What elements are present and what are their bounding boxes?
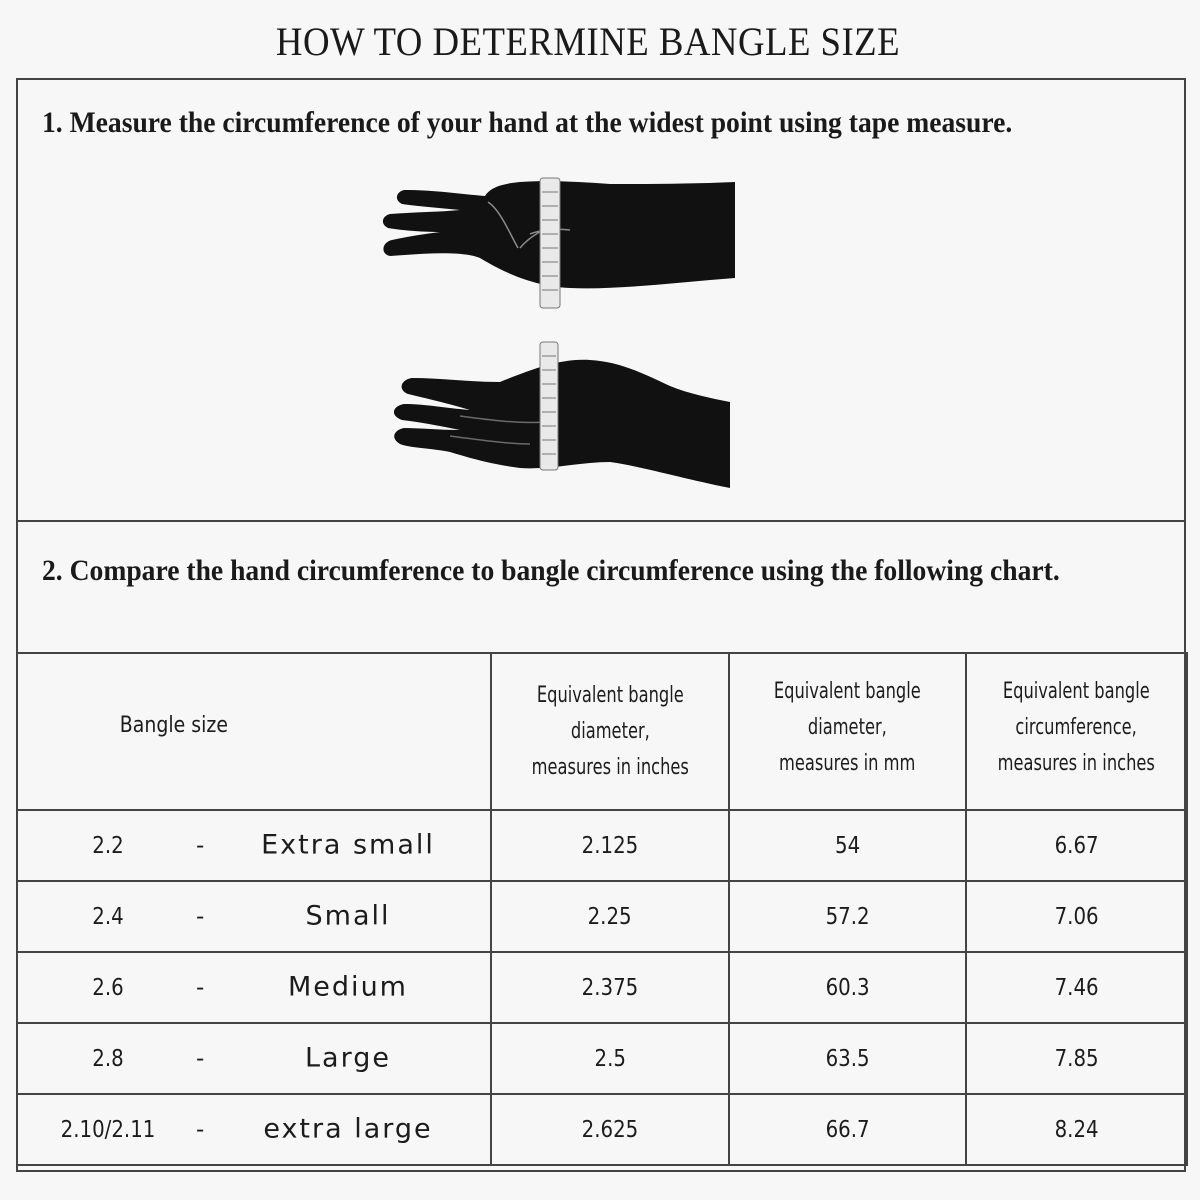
- step-1-text: 1. Measure the circumference of your hand at the widest point using tape measure.: [42, 106, 1013, 139]
- diameter-inches-cell: 2.125: [491, 810, 729, 881]
- diameter-mm-cell: 63.5: [729, 1023, 966, 1094]
- circumference-inches-cell: 7.85: [966, 1023, 1187, 1094]
- header-bangle-size: Bangle size: [17, 653, 491, 810]
- diameter-inches-cell: 2.5: [491, 1023, 729, 1094]
- table-row: [17, 1094, 1187, 1165]
- diameter-mm-cell: 60.3: [729, 952, 966, 1023]
- bangle-size-chart: [16, 652, 1188, 1166]
- page-title: HOW TO DETERMINE BANGLE SIZE: [275, 19, 901, 64]
- size-cell: 2.2 - Extra small: [17, 810, 491, 881]
- hands-with-tape-measure-icon: [380, 170, 750, 500]
- size-cell: 2.4 - Small: [17, 881, 491, 952]
- section-divider: [16, 520, 1186, 522]
- table-header-row: [17, 653, 1187, 810]
- header-diameter-mm: Equivalent bangle diameter, measures in mm: [729, 653, 966, 810]
- circumference-inches-cell: 7.46: [966, 952, 1187, 1023]
- table-row: [17, 881, 1187, 952]
- circumference-inches-cell: 8.24: [966, 1094, 1187, 1165]
- header-circumference-inches: Equivalent bangle circumference, measures in inches: [966, 653, 1187, 810]
- diameter-inches-cell: 2.25: [491, 881, 729, 952]
- table-row: [17, 810, 1187, 881]
- circumference-inches-cell: 7.06: [966, 881, 1187, 952]
- diameter-mm-cell: 54: [729, 810, 966, 881]
- diameter-inches-cell: 2.375: [491, 952, 729, 1023]
- size-cell: 2.10/2.11 - extra large: [17, 1094, 491, 1165]
- header-diameter-inches: Equivalent bangle diameter, measures in inches: [491, 653, 729, 810]
- size-cell: 2.6 - Medium: [17, 952, 491, 1023]
- diameter-mm-cell: 66.7: [729, 1094, 966, 1165]
- size-cell: 2.8 - Large: [17, 1023, 491, 1094]
- diameter-mm-cell: 57.2: [729, 881, 966, 952]
- diameter-inches-cell: 2.625: [491, 1094, 729, 1165]
- step-2-text: 2. Compare the hand circumference to bangle circumference using the following chart.: [42, 554, 1060, 587]
- table-row: [17, 1023, 1187, 1094]
- circumference-inches-cell: 6.67: [966, 810, 1187, 881]
- table-row: [17, 952, 1187, 1023]
